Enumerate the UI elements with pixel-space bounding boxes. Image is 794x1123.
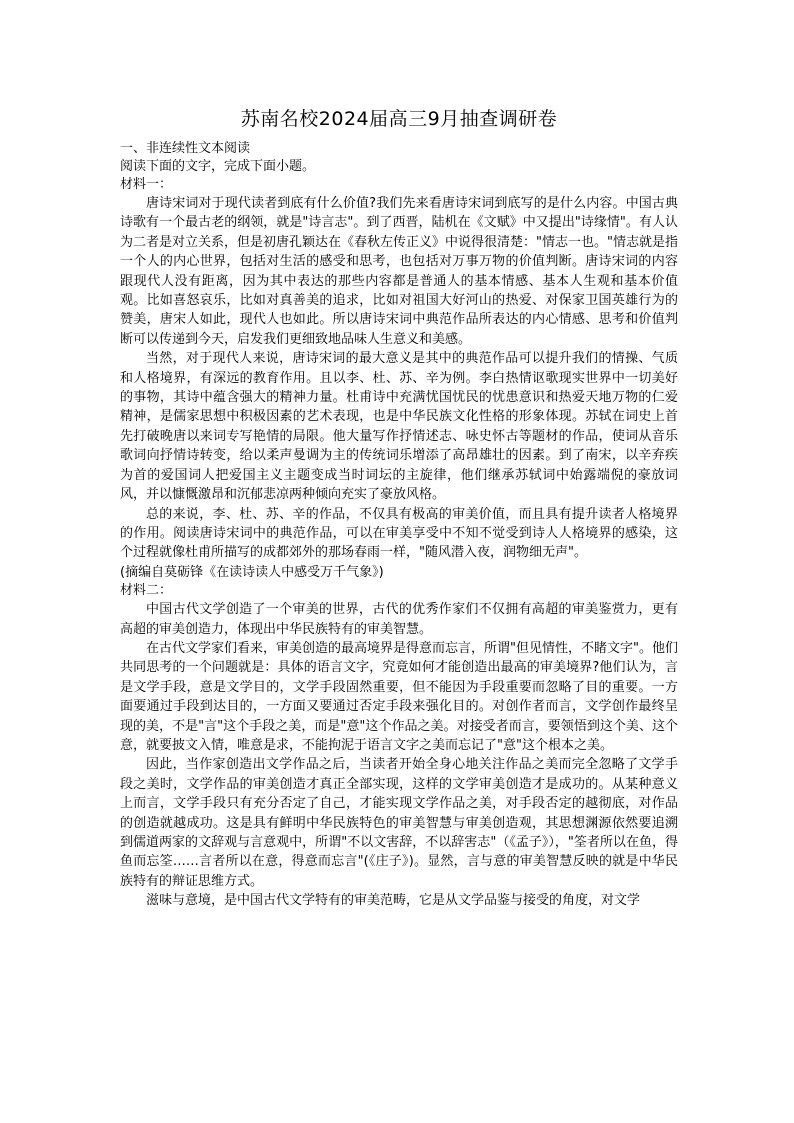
- instruction-text: 阅读下面的文字，完成下面小题。: [120, 159, 316, 174]
- material-label: 材料一：: [120, 177, 173, 192]
- material-label: 材料二：: [120, 583, 173, 599]
- source-citation: (摘编自莫砺锋《在读诗读人中感受万千气象》): [120, 564, 384, 580]
- exam-page: [120, 106, 678, 911]
- paragraph: 唐诗宋词对于现代读者到底有什么价值?我们先来看唐诗宋词到底写的是什么内容。中国古典诗歌有一个最古老的纲领，就是"诗言志"。到了西晋，陆机在《文赋》中又提出"诗缘情"。有人认为二者是对立关系，但是初唐孔颖达在《春秋左传正义》中说得很清楚："情志一也。"情志就是指一个人的内心世界，包括对生活的感受和思考，也包括对万事万物的价值判断。唐诗宋词的内容跟现代人没有距离，因为其中表达的那些内容都是普通人的基本情感、基本人生观和基本价值观。比如喜怒哀乐，比如对真善美的追求，比如对祖国大好河山的热爱、对保家卫国英雄行为的赞美，唐宋人如此，现代人也如此。所以唐诗宋词中典范作品所表达的内心情感、思考和价值判断可以传递到今天，启发我们更细致地品味人生意义和美感。: [120, 196, 678, 347]
- paragraph: 总的来说，李、杜、苏、辛的作品，不仅具有极高的审美价值，而且具有提升读者人格境界的作用。阅读唐诗宋词中的典范作品，可以在审美享受中不知不觉受到诗人人格境界的感染，这个过程就像杜甫所描写的成都郊外的那场春雨一样，"随风潜入夜，润物细无声"。: [120, 506, 678, 561]
- material-one: [120, 176, 678, 582]
- paragraph: 在古代文学家们看来，审美创造的最高境界是得意而忘言，所谓"但见情性，不睹文字"。他们共同思考的一个问题就是：具体的语言文字，究竟如何才能创造出最高的审美境界?他们认为，言是文学手段，意是文学目的，文学手段固然重要，但不能因为手段重要而忽略了目的重要。一方面要通过手段到达目的，一方面又要通过否定手段来强化目的。对创作者而言，文学创作最终呈现的美，不是"言"这个手段之美，而是"意"这个作品之美。对接受者而言，要领悟到这个美、这个意，就要披文入情，唯意是求，不能拘泥于语言文字之美而忘记了"意"这个根本之美。: [120, 640, 678, 753]
- page-title: 苏南名校2024届高三9月抽查调研卷: [240, 108, 558, 130]
- material-two: [120, 582, 678, 911]
- paragraph: 中国古代文学创造了一个审美的世界，古代的优秀作家们不仅拥有高超的审美鉴赏力，更有高超的审美创造力，体现出中华民族特有的审美智慧。: [120, 602, 678, 637]
- paragraph: 当然，对于现代人来说，唐诗宋词的最大意义是其中的典范作品可以提升我们的情操、气质和人格境界，有深远的教育作用。且以李、杜、苏、辛为例。李白热情讴歌现实世界中一切美好的事物，其诗中蕴含强大的精神力量。杜甫诗中充满忧国忧民的忧患意识和热爱天地万物的仁爱精神，是儒家思想中积极因素的艺术表现，也是中华民族文化性格的形象体现。苏轼在词史上首先打破晚唐以来词专写艳情的局限。他大量写作抒情述志、咏史怀古等题材的作品，使词从音乐歌词向抒情诗转变，给以柔声曼调为主的传统词乐增添了高昂雄壮的因素。到了南宋，以辛弃疾为首的爱国词人把爱国主义主题变成当时词坛的主旋律，他们继承苏轼词中始露端倪的豪放词风，并以慷慨激昂和沉郁悲凉两种倾向充实了豪放风格。: [120, 351, 678, 503]
- paragraph: 因此，当作家创造出文学作品之后，当读者开始全身心地关注作品之美而完全忽略了文学手段之美时，文学作品的审美创造才真正全部实现，这样的文学审美创造才是成功的。从某种意义上而言，文学手段只有充分否定了自己，才能实现文学作品之美，对手段否定的越彻底，对作品的创造就越成功。这是具有鲜明中华民族特色的审美智慧与审美创造观，其思想渊源依然要追溯到儒道两家的文辞观与言意观中，所谓"不以文害辞，不以辞害志"（《孟子》），"筌者所以在鱼，得鱼而忘筌……言者所以在意，得意而忘言"(《庄子》)。显然，言与意的审美智慧反映的就是中华民族特有的辩证思维方式。: [120, 757, 678, 889]
- section-heading: 一、非连续性文本阅读: [120, 141, 251, 156]
- paragraph: 滋味与意境，是中国古代文学特有的审美范畴，它是从文学品鉴与接受的角度，对文学: [146, 893, 641, 909]
